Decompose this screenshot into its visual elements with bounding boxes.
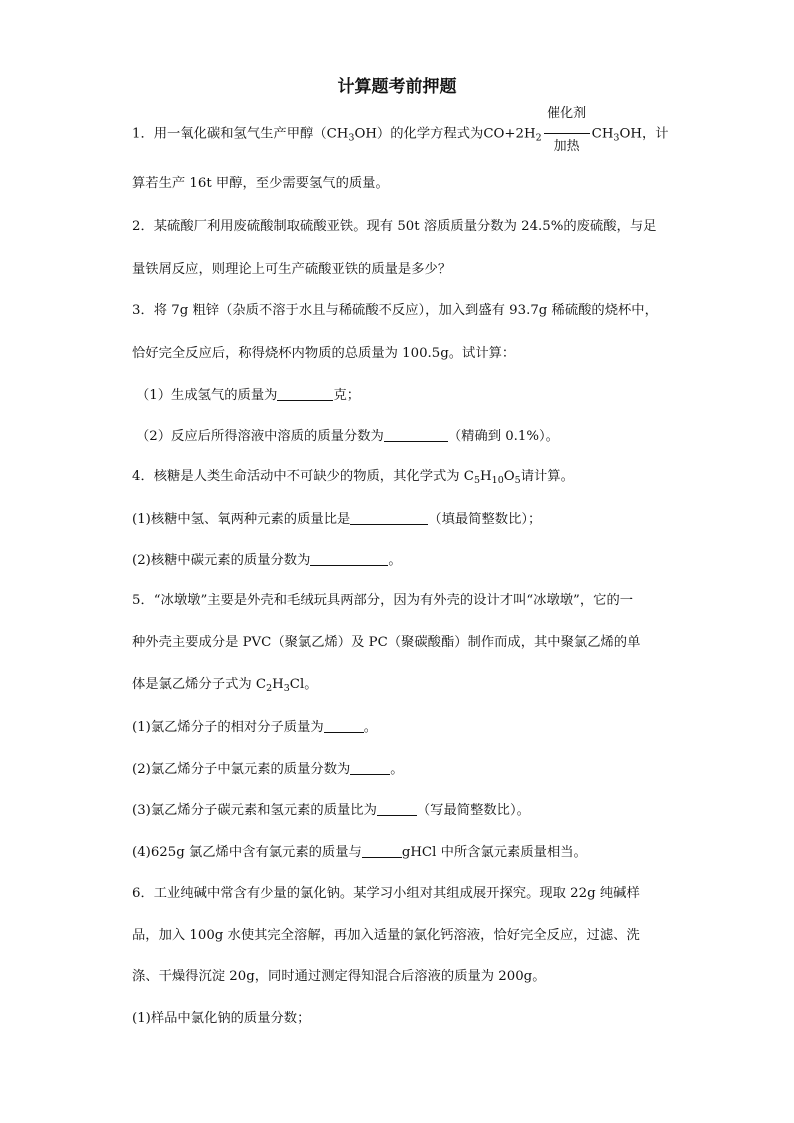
question-6-line-3: 涤、干燥得沉淀 20g，同时通过测定得知混合后溶液的质量为 200g。 xyxy=(132,969,546,984)
question-5-line-2: 种外壳主要成分是 PVC（聚氯乙烯）及 PC（聚碳酸酯）制作而成，其中聚氯乙烯的单 xyxy=(132,635,641,650)
answer-blank[interactable] xyxy=(384,427,448,442)
question-6-line-2: 品，加入 100g 水使其完全溶解，再加入适量的氯化钙溶液，恰好完全反应，过滤、洗 xyxy=(132,928,640,943)
question-3-line-2: 恰好完全反应后，称得烧杯内物质的总质量为 100.5g。试计算： xyxy=(132,346,516,361)
question-5-line-1: 5．“冰墩墩”主要是外壳和毛绒玩具两部分，因为有外壳的设计才叫“冰墩墩”，它的一 xyxy=(132,593,634,608)
question-5-part-3: (3)氯乙烯分子碳元素和氢元素的质量比为 （写最简整数比）。 xyxy=(132,803,530,818)
question-4-part-1: (1)核糖中氢、氧两种元素的质量比是 （填最简整数比）； xyxy=(132,512,542,527)
question-1-line-2: 算若生产 16t 甲醇，至少需要氢气的质量。 xyxy=(132,176,389,191)
question-3-line-1: 3．将 7g 粗锌（杂质不溶于水且与稀硫酸不反应），加入到盛有 93.7g 稀硫酸的烧杯中， xyxy=(132,303,658,318)
question-4-part-2: (2)核糖中碳元素的质量分数为 。 xyxy=(132,553,402,568)
question-2-line-1: 2．某硫酸厂利用废硫酸制取硫酸亚铁。现有 50t 溶质质量分数为 24.5%的废硫酸，与足 xyxy=(132,219,657,234)
equation-product: CH xyxy=(591,126,614,142)
answer-blank[interactable] xyxy=(377,801,417,816)
answer-blank[interactable] xyxy=(324,718,364,733)
question-3-part-1: （1）生成氢气的质量为 克； xyxy=(136,388,361,403)
answer-blank[interactable] xyxy=(310,551,388,566)
page-title: 计算题考前押题 xyxy=(337,77,457,97)
answer-blank[interactable] xyxy=(350,510,428,525)
reaction-condition-arrow xyxy=(544,106,590,154)
answer-blank[interactable] xyxy=(350,760,390,775)
catalyst-label: 催化剂 xyxy=(547,106,587,121)
answer-blank[interactable] xyxy=(362,843,402,858)
answer-blank[interactable] xyxy=(277,386,333,401)
question-3-part-2: （2）反应后所得溶液中溶质的质量分数为 （精确到 0.1%）。 xyxy=(136,429,559,444)
question-5-line-3: 体是氯乙烯分子式为 $C_2H_3Cl$。 xyxy=(132,677,318,694)
question-6-part-1: (1)样品中氯化钠的质量分数； xyxy=(132,1011,311,1026)
heating-label: 加热 xyxy=(553,139,580,154)
question-1-line-1: 1．用一氧化碳和氢气生产甲醇$(CH_3OH)$的化学方程式为$CO+2H_2$ 催化剂 加热 $CH_3OH$，计 xyxy=(132,106,669,154)
question-4-line-1: 4．核糖是人类生命活动中不可缺少的物质，其化学式为 $C_5H_{10}O_5$请计算。 xyxy=(132,469,574,486)
question-6-line-1: 6．工业纯碱中常含有少量的氯化钠。某学习小组对其组成展开探究。现取 22g 纯碱样 xyxy=(132,886,640,901)
question-5-part-1: (1)氯乙烯分子的相对分子质量为 。 xyxy=(132,720,377,735)
equation-reactants: CO+2H xyxy=(483,126,536,142)
question-5-part-2: (2)氯乙烯分子中氯元素的质量分数为 。 xyxy=(132,762,404,777)
question-2-line-2: 量铁屑反应，则理论上可生产硫酸亚铁的质量是多少？ xyxy=(132,262,452,277)
question-5-part-4: (4)625g 氯乙烯中含有氯元素的质量与 gHCl 中所含氯元素质量相当。 xyxy=(132,845,587,860)
